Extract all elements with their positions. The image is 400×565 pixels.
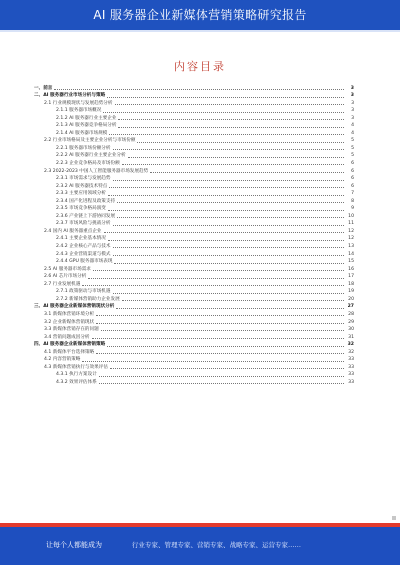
toc-dot-leader bbox=[113, 247, 345, 248]
toc-entry-page: 33 bbox=[348, 372, 354, 378]
toc-dot-leader bbox=[110, 368, 344, 369]
toc-entry[interactable] bbox=[34, 258, 354, 266]
toc-entry-title: 2.5 AI 服务器市场需求 bbox=[44, 266, 91, 272]
report-title: AI 服务器企业新媒体营销策略研究报告 bbox=[93, 8, 307, 22]
toc-entry-title: 2.7 行业发展机遇 bbox=[44, 281, 81, 287]
toc-entry[interactable] bbox=[34, 242, 354, 250]
toc-dot-leader bbox=[108, 240, 344, 241]
toc-entry-title: 2.3.4 国产化进程及政策支持 bbox=[56, 198, 116, 204]
toc-entry[interactable] bbox=[34, 310, 354, 318]
toc-dot-leader bbox=[113, 225, 345, 226]
toc-entry-page: 10 bbox=[348, 213, 354, 219]
toc-entry-title: 2.1 行业规模现状与发展趋势分析 bbox=[44, 100, 113, 106]
toc-dot-leader bbox=[113, 293, 345, 294]
toc-entry-title: 4.1 新媒体平台选择策略 bbox=[44, 349, 95, 355]
toc-entry-page: 15 bbox=[348, 259, 354, 265]
toc-entry-page: 11 bbox=[348, 221, 354, 227]
toc-entry-page: 6 bbox=[351, 168, 354, 174]
toc-entry-page: 16 bbox=[348, 266, 354, 272]
toc-entry-title: 2.3.3 主要应用领域分析 bbox=[56, 191, 106, 197]
toc-entry-page: 13 bbox=[348, 244, 354, 250]
toc-entry[interactable] bbox=[34, 144, 354, 152]
toc-entry-title: 3.3 新媒体营销存在的问题 bbox=[44, 327, 99, 333]
toc-entry-title: 2.2.3 企业竞争格局及市场份额 bbox=[56, 161, 120, 167]
toc-entry-page: 32 bbox=[348, 349, 354, 355]
toc-entry-title: 2.4.4 GPU 服务器市场表现 bbox=[56, 259, 113, 265]
toc-dot-leader bbox=[99, 376, 344, 377]
toc-entry-page: 3 bbox=[351, 100, 354, 106]
toc-entry-title: 2.1.2 AI 服务器行业主要企业 bbox=[56, 115, 117, 121]
toc-dot-leader bbox=[96, 315, 344, 316]
toc-entry[interactable] bbox=[34, 205, 354, 213]
toc-entry-page: 12 bbox=[348, 236, 354, 242]
toc-entry-page: 3 bbox=[350, 85, 354, 91]
toc-dot-leader bbox=[82, 361, 344, 362]
toc-entry[interactable] bbox=[34, 371, 354, 379]
toc-entry[interactable] bbox=[34, 265, 354, 273]
toc-entry[interactable] bbox=[34, 220, 354, 228]
toc-entry[interactable] bbox=[34, 99, 354, 107]
toc-entry[interactable] bbox=[34, 356, 354, 364]
toc-entry-title: 二、AI 服务器行业市场分析与策略 bbox=[34, 93, 106, 99]
toc-entry[interactable] bbox=[34, 288, 354, 296]
toc-entry-page: 5 bbox=[351, 138, 354, 144]
toc-dot-leader bbox=[108, 210, 344, 211]
toc-dot-leader bbox=[117, 217, 344, 218]
toc-entry-title: 2.4 国内 AI 服务器重点企业 bbox=[44, 228, 102, 234]
toc-entry-page: 33 bbox=[348, 357, 354, 363]
toc-entry-page: 3 bbox=[351, 108, 354, 114]
toc-dot-leader bbox=[103, 112, 344, 113]
toc-entry-title: 2.2.1 服务器市场份额分析 bbox=[56, 145, 111, 151]
toc-entry[interactable] bbox=[34, 363, 354, 371]
footer-slogan: 让每个人都能成为 bbox=[46, 541, 102, 549]
toc-entry[interactable] bbox=[34, 273, 354, 281]
toc-entry-page: 17 bbox=[348, 274, 354, 280]
toc-dot-leader bbox=[82, 285, 344, 286]
toc-entry[interactable] bbox=[34, 280, 354, 288]
toc-entry-title: 2.6 AI 芯片市场分析 bbox=[44, 274, 87, 280]
toc-dot-leader bbox=[93, 270, 344, 271]
toc-entry-title: 2.1.3 AI 服务器竞争格局分析 bbox=[56, 123, 117, 129]
toc-dot-leader bbox=[92, 338, 344, 339]
toc-entry[interactable] bbox=[34, 92, 354, 100]
toc-dot-leader bbox=[54, 89, 344, 90]
toc-dot-leader bbox=[114, 263, 344, 264]
toc-entry[interactable] bbox=[34, 84, 354, 92]
toc-dot-leader bbox=[113, 255, 345, 256]
toc-entry[interactable] bbox=[34, 250, 354, 258]
toc-dot-leader bbox=[115, 104, 345, 105]
toc-entry[interactable] bbox=[34, 197, 354, 205]
toc-entry-page: 7 bbox=[351, 191, 354, 197]
toc-dot-leader bbox=[96, 323, 344, 324]
toc-entry[interactable] bbox=[34, 333, 354, 341]
footer-tagline: 行业专家、管理专家、营销专家、战略专家、运营专家…… bbox=[132, 541, 301, 549]
toc-entry[interactable] bbox=[34, 235, 354, 243]
toc-dot-leader bbox=[117, 202, 344, 203]
toc-entry[interactable] bbox=[34, 227, 354, 235]
toc-entry-page: 33 bbox=[348, 379, 354, 385]
toc-dot-leader bbox=[99, 383, 344, 384]
toc-entry[interactable] bbox=[34, 326, 354, 334]
toc-entry[interactable] bbox=[34, 175, 354, 183]
toc-entry-page: 33 bbox=[348, 364, 354, 370]
toc-entry-title: 2.3.2 AI 服务器技术特点 bbox=[56, 183, 108, 189]
toc-entry-title: 4.3 新媒体营销执行与效果评估 bbox=[44, 364, 108, 370]
toc-entry-title: 2.3 2022-2023 中国人工智能服务器市场发展趋势 bbox=[44, 168, 149, 174]
toc-dot-leader bbox=[118, 119, 344, 120]
toc-entry-page: 27 bbox=[347, 304, 354, 310]
toc-entry[interactable] bbox=[34, 114, 354, 122]
toc-entry-page: 9 bbox=[351, 206, 354, 212]
toc-entry-title: 2.3.1 市场需求与发展趋势 bbox=[56, 176, 111, 182]
toc-entry-title: 2.4.3 企业营销渠道与模式 bbox=[56, 251, 111, 257]
toc-entry-title: 2.4.2 企业核心产品与技术 bbox=[56, 244, 111, 250]
toc-entry[interactable] bbox=[34, 107, 354, 115]
toc-entry-title: 一、前言 bbox=[34, 85, 53, 91]
toc-entry[interactable] bbox=[34, 295, 354, 303]
toc-entry[interactable] bbox=[34, 190, 354, 198]
toc-entry-title: 2.3.6 产业链上下游协同发展 bbox=[56, 213, 116, 219]
toc-dot-leader bbox=[88, 278, 344, 279]
toc-entry-page: 5 bbox=[351, 145, 354, 151]
toc-entry-page: 18 bbox=[348, 281, 354, 287]
toc-entry[interactable] bbox=[34, 318, 354, 326]
toc-entry-page: 29 bbox=[348, 319, 354, 325]
toc-entry-title: 2.4.1 主要企业基本情况 bbox=[56, 236, 106, 242]
toc-entry-title: 2.7.1 政策驱动与市场机遇 bbox=[56, 289, 111, 295]
toc-entry-title: 2.1.4 AI 服务器市场规模 bbox=[56, 130, 108, 136]
toc-entry-page: 4 bbox=[351, 130, 354, 136]
toc-entry-page: 6 bbox=[351, 176, 354, 182]
toc-entry-title: 2.1.1 服务器市场概况 bbox=[56, 108, 102, 114]
toc-entry-page: 30 bbox=[348, 327, 354, 333]
toc-dot-leader bbox=[150, 172, 344, 173]
table-of-contents bbox=[34, 84, 354, 386]
report-header-banner bbox=[0, 0, 400, 30]
toc-entry-title: 2.2.2 AI 服务器行业主要企业分析 bbox=[56, 153, 126, 159]
toc-entry-page: 6 bbox=[351, 183, 354, 189]
toc-dot-leader bbox=[116, 308, 344, 309]
toc-dot-leader bbox=[118, 127, 344, 128]
toc-dot-leader bbox=[109, 134, 344, 135]
toc-entry-title: 2.3.7 市场风险与挑战分析 bbox=[56, 221, 111, 227]
toc-entry-page: 31 bbox=[348, 334, 354, 340]
toc-entry[interactable] bbox=[34, 137, 354, 145]
toc-dot-leader bbox=[109, 187, 344, 188]
toc-entry-page: 6 bbox=[351, 161, 354, 167]
toc-entry-title: 三、AI 服务器企业新媒体营销现状分析 bbox=[34, 304, 115, 310]
toc-entry[interactable] bbox=[34, 303, 354, 311]
toc-entry[interactable] bbox=[34, 122, 354, 130]
toc-dot-leader bbox=[101, 330, 344, 331]
toc-entry-title: 2.7.2 新媒体营销助力企业发展 bbox=[56, 296, 120, 302]
page-corner-mark bbox=[392, 516, 396, 520]
toc-entry-title: 4.3.2 效果评估体系 bbox=[56, 379, 97, 385]
toc-entry[interactable] bbox=[34, 159, 354, 167]
toc-entry[interactable] bbox=[34, 152, 354, 160]
toc-entry-page: 5 bbox=[351, 153, 354, 159]
toc-dot-leader bbox=[96, 353, 344, 354]
toc-entry-title: 四、AI 服务器企业新媒体营销策略 bbox=[34, 342, 106, 348]
toc-entry-title: 3.2 企业新媒体营销现状 bbox=[44, 319, 95, 325]
toc-entry-title: 4.3.1 执行方案设计 bbox=[56, 372, 97, 378]
toc-entry-title: 3.1 新媒体营销环境分析 bbox=[44, 311, 95, 317]
toc-heading: 内容目录 bbox=[174, 60, 226, 73]
toc-dot-leader bbox=[137, 142, 344, 143]
toc-entry-page: 3 bbox=[350, 93, 354, 99]
toc-entry[interactable] bbox=[34, 129, 354, 137]
toc-dot-leader bbox=[107, 346, 344, 347]
toc-entry-title: 2.3.5 市场竞争格局演变 bbox=[56, 206, 106, 212]
toc-entry-page: 3 bbox=[351, 115, 354, 121]
toc-dot-leader bbox=[128, 157, 344, 158]
toc-dot-leader bbox=[107, 97, 344, 98]
toc-dot-leader bbox=[104, 232, 344, 233]
header-divider bbox=[0, 30, 400, 32]
toc-entry[interactable] bbox=[34, 378, 354, 386]
toc-entry[interactable] bbox=[34, 341, 354, 349]
toc-entry-page: 32 bbox=[347, 342, 354, 348]
toc-entry-page: 8 bbox=[351, 198, 354, 204]
toc-dot-leader bbox=[122, 164, 344, 165]
toc-entry-title: 4.2 内容营销策略 bbox=[44, 357, 81, 363]
toc-entry-page: 28 bbox=[348, 311, 354, 317]
toc-dot-leader bbox=[113, 180, 345, 181]
toc-entry-page: 4 bbox=[351, 123, 354, 129]
toc-entry[interactable] bbox=[34, 182, 354, 190]
toc-entry-page: 12 bbox=[348, 228, 354, 234]
toc-entry-title: 2.2 行业市场格局及主要企业分析与市场份额 bbox=[44, 138, 136, 144]
toc-entry[interactable] bbox=[34, 212, 354, 220]
toc-entry[interactable] bbox=[34, 167, 354, 175]
toc-entry[interactable] bbox=[34, 348, 354, 356]
toc-dot-leader bbox=[108, 195, 344, 196]
toc-entry-page: 14 bbox=[348, 251, 354, 257]
toc-entry-page: 19 bbox=[348, 289, 354, 295]
toc-entry-page: 20 bbox=[348, 296, 354, 302]
toc-dot-leader bbox=[113, 149, 345, 150]
toc-dot-leader bbox=[122, 300, 344, 301]
toc-entry-title: 3.4 营销问题成因分析 bbox=[44, 334, 90, 340]
